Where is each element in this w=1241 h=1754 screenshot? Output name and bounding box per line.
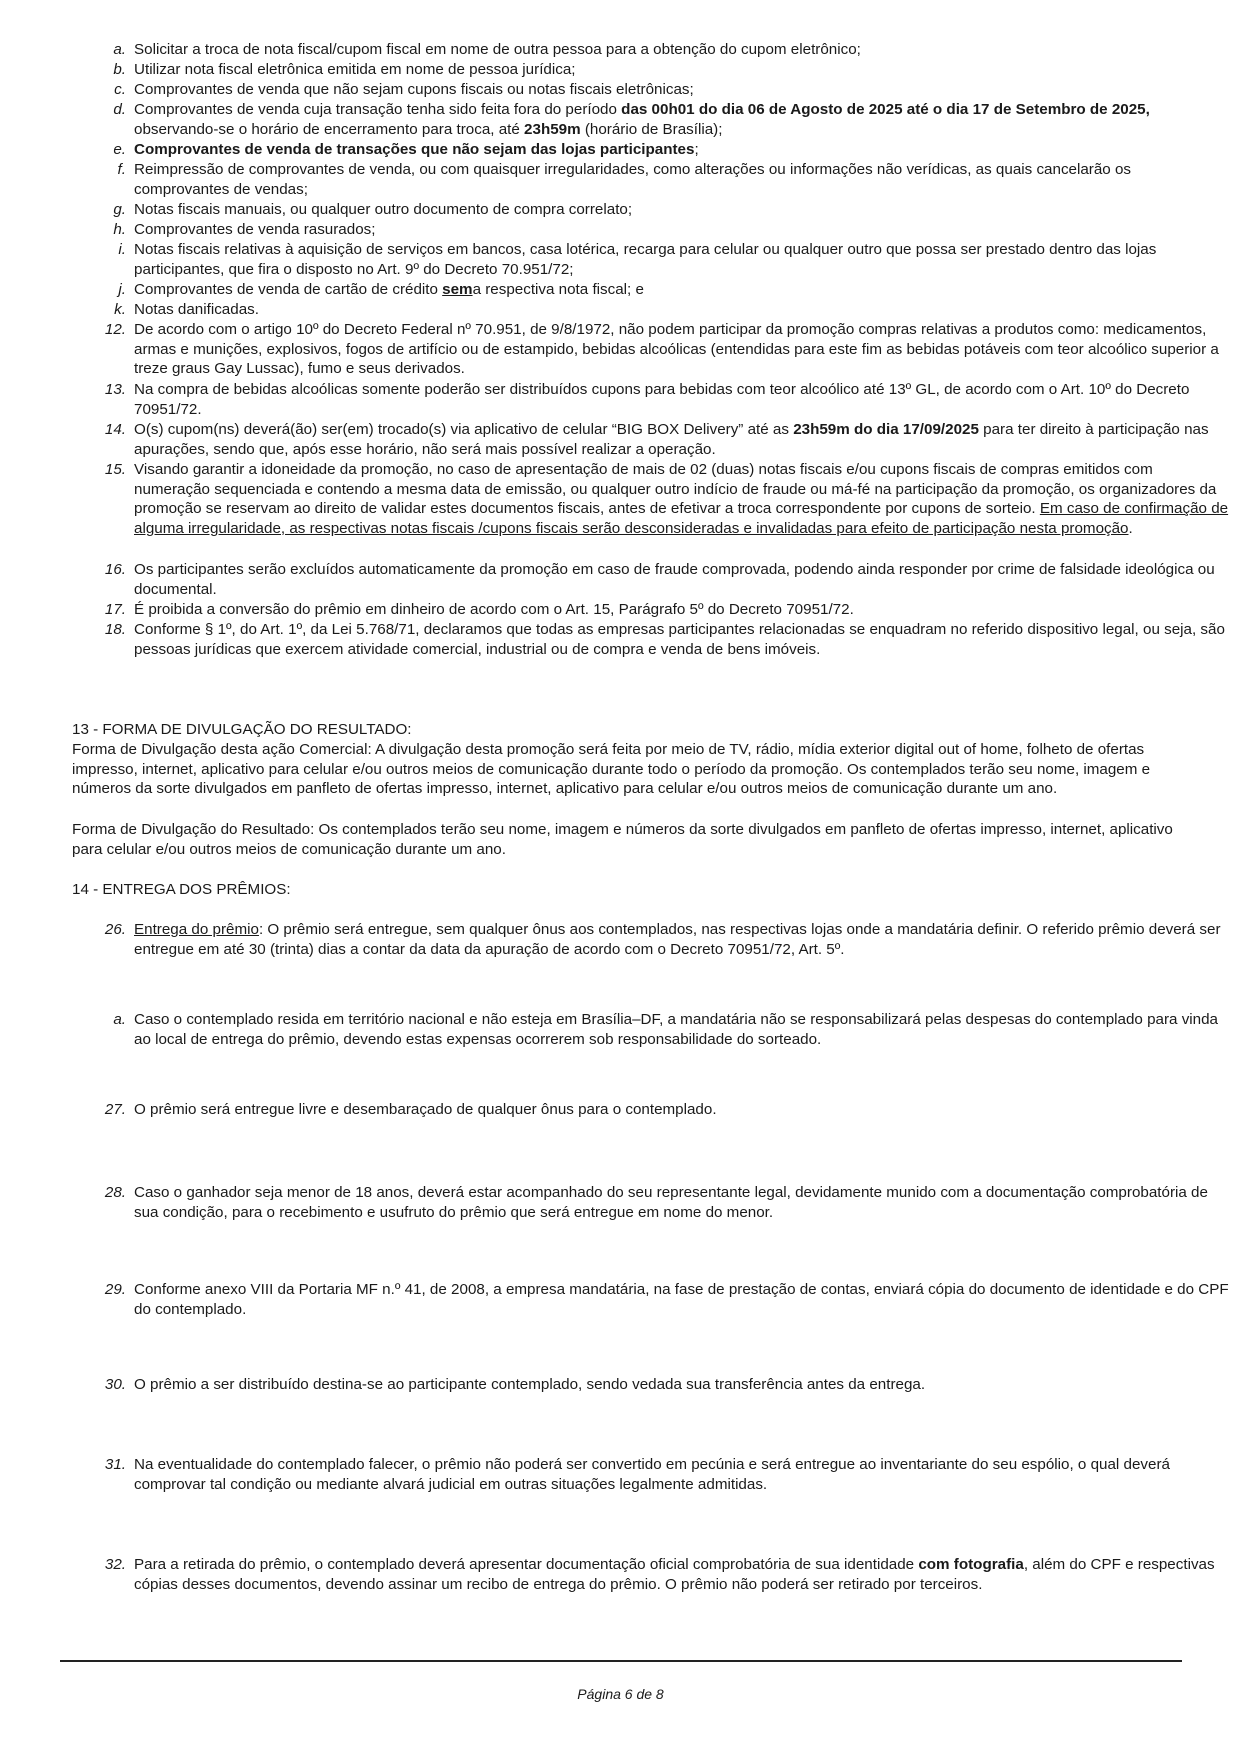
text-run: ; (694, 141, 699, 158)
item-text (134, 460, 1229, 538)
item-marker: g. (113, 201, 126, 218)
item-marker: a. (113, 41, 126, 58)
bold-time: 23h59m (524, 120, 581, 138)
item-text (134, 1555, 1229, 1594)
item-text: Os participantes serão excluídos automaticamente da promoção em caso de fraude comprovada, podendo ainda responder por crime de falsidade ideológica ou documental. (134, 561, 1215, 598)
page-number: Página 6 de 8 (577, 1686, 664, 1702)
item-text: Na compra de bebidas alcoólicas somente poderão ser distribuídos cupons para bebidas com teor alcoólico até 13º GL, de acordo com o Art. 10º do Decreto 70951/72. (134, 381, 1190, 418)
section-14-heading: 14 - ENTREGA DOS PRÊMIOS: (72, 881, 291, 898)
item-text (134, 100, 1229, 139)
section-13-heading: 13 - FORMA DE DIVULGAÇÃO DO RESULTADO: (72, 721, 412, 738)
item-marker: 29. (104, 1281, 126, 1298)
item-text: Conforme § 1º, do Art. 1º, da Lei 5.768/71, declaramos que todas as empresas participantes relacionadas se enquadram no referido dispositivo legal, ou seja, são pessoas jurídicas que exercem atividade comercial, industrial ou de compra e venda de bens imóveis. (134, 621, 1225, 658)
item-marker: b. (113, 61, 126, 78)
item-marker: 13. (104, 381, 126, 398)
item-marker: 15. (104, 461, 126, 478)
item-text: Comprovantes de venda rasurados; (134, 221, 376, 238)
item-text: Utilizar nota fiscal eletrônica emitida em nome de pessoa jurídica; (134, 61, 576, 78)
bold-period: das 00h01 do dia 06 de Agosto de 2025 até o dia 17 de Setembro de 2025, (621, 101, 1150, 118)
item-text (134, 920, 1229, 959)
text-run: , além do CPF e respectivas cópias desses documentos, devendo assinar um recibo de entrega do prêmio. O prêmio não poderá ser retirado por terceiros. (134, 1556, 1215, 1593)
item-marker: j. (118, 281, 126, 298)
bold-text: com fotografia (918, 1556, 1024, 1573)
section-13-paragraph-2: Forma de Divulgação do Resultado: Os contemplados terão seu nome, imagem e números da sorte divulgados em panfleto de ofertas impresso, internet, aplicativo para celular e/ou outros meios de comunicação durante um ano. (72, 821, 1173, 858)
item-text: Solicitar a troca de nota fiscal/cupom fiscal em nome de outra pessoa para a obtenção do cupom eletrônico; (134, 41, 861, 58)
text-run: observando-se o horário de encerramento para troca, até (134, 120, 525, 138)
item-text: O prêmio será entregue livre e desembaraçado de qualquer ônus para o contemplado. (134, 1101, 717, 1118)
text-run: Visando garantir a idoneidade da promoção, no caso de apresentação de mais de 02 (duas) notas fiscais e/ou cupons fiscais de compras emitidos com numeração sequenciada e contendo a mesma data de emissão, ou qualquer outro indício de fraude ou má-fé na participação da promoção, os organizadores da promoção se reservam ao direito de validar estes documentos fiscais, antes de efetivar a troca correspondente por cupons de sorteio. (134, 461, 1217, 518)
underlined-text: Em caso de confirmação de alguma irregularidade, as respectivas notas fiscais /cupons fiscais serão desconsideradas e invalidadas para efeito de participação nesta promoção (134, 500, 1229, 537)
text-run: Comprovantes de venda cuja transação tenha sido feita fora do período (134, 101, 622, 118)
item-marker: d. (113, 101, 126, 118)
item-marker: 17. (104, 601, 126, 618)
text-run: Para a retirada do prêmio, o contemplado deverá apresentar documentação oficial comprobatória de sua identidade (134, 1556, 919, 1573)
item-text: De acordo com o artigo 10º do Decreto Federal nº 70.951, de 9/8/1972, não podem participar da promoção compras relativas a produtos como: medicamentos, armas e munições, explosivos, fogos de artifício ou de estampido, bebidas alcoólicas (entendidas para este fim as bebidas potáveis com teor alcoólico superior a treze graus Gay Lussac), fumo e seus derivados. (134, 321, 1219, 378)
item-marker: f. (117, 161, 126, 178)
item-marker: 14. (104, 421, 126, 438)
item-marker: 26. (104, 921, 126, 938)
item-marker: 32. (104, 1556, 126, 1573)
underlined-title: Entrega do prêmio (134, 921, 259, 938)
item-marker: k. (114, 301, 126, 318)
item-text: O prêmio a ser distribuído destina-se ao participante contemplado, sendo vedada sua transferência antes da entrega. (134, 1376, 926, 1393)
item-text: Notas danificadas. (134, 301, 259, 318)
item-text: Caso o ganhador seja menor de 18 anos, deverá estar acompanhado do seu representante legal, devidamente munido com a documentação comprobatória de sua condição, para o recebimento e usufruto do prêmio que será entregue em nome do menor. (134, 1184, 1208, 1221)
text-run: Comprovantes de venda de cartão de crédito (134, 281, 443, 298)
item-text: Notas fiscais manuais, ou qualquer outro documento de compra correlato; (134, 201, 633, 218)
item-marker: 28. (104, 1184, 126, 1201)
text-run: para ter direito à participação nas apurações, sendo que, após esse horário, não será mais possível realizar a operação. (134, 421, 1209, 458)
item-marker: e. (113, 141, 126, 158)
item-marker: 27. (104, 1101, 126, 1118)
item-marker: 18. (104, 621, 126, 638)
item-text: Notas fiscais relativas à aquisição de serviços em bancos, casa lotérica, recarga para celular ou qualquer outro que possa ser prestado dentro das lojas participantes, que fira o disposto no Art. 9º do Decreto 70.951/72; (134, 241, 1157, 278)
item-marker: i. (118, 241, 126, 258)
item-text: Caso o contemplado resida em território nacional e não esteja em Brasília–DF, a mandatária não se responsabilizará pelas despesas do contemplado para vinda ao local de entrega do prêmio, devendo estas expensas ocorrerem sob responsabilidade do sorteado. (134, 1011, 1218, 1048)
item-text (134, 420, 1229, 459)
item-text: Conforme anexo VIII da Portaria MF n.º 41, de 2008, a empresa mandatária, na fase de prestação de contas, enviará cópia do documento de identidade e do CPF do contemplado. (134, 1281, 1229, 1318)
item-text: É proibida a conversão do prêmio em dinheiro de acordo com o Art. 15, Parágrafo 5º do Decreto 70951/72. (134, 601, 854, 618)
item-marker: 31. (104, 1456, 126, 1473)
text-run: O(s) cupom(ns) deverá(ão) ser(em) trocado(s) via aplicativo de celular “BIG BOX Delivery” até as (134, 421, 794, 438)
item-text: Comprovantes de venda que não sejam cupons fiscais ou notas fiscais eletrônicas; (134, 81, 694, 98)
bold-text: Comprovantes de venda de transações que não sejam das lojas participantes (134, 141, 695, 158)
item-marker: 30. (104, 1376, 126, 1393)
text-run: . (1128, 519, 1133, 537)
item-text: Na eventualidade do contemplado falecer, o prêmio não poderá ser convertido em pecúnia e será entregue ao inventariante do seu espólio, o qual deverá comprovar tal condição ou mediante alvará judicial em outras situações legalmente admitidas. (134, 1456, 1170, 1493)
bold-deadline: 23h59m do dia 17/09/2025 (793, 421, 979, 438)
text-run: (horário de Brasília); (580, 120, 723, 138)
footer-divider (60, 1660, 1182, 1662)
text-run: : O prêmio será entregue, sem qualquer ônus aos contemplados, nas respectivas lojas onde a mandatária definir. O referido prêmio deverá ser entregue em até 30 (trinta) dias a contar da data da apuração de acordo com o Decreto 70951/72, Art. 5º. (134, 921, 1221, 958)
text-run: a respectiva nota fiscal; e (472, 281, 644, 298)
item-marker: 16. (104, 561, 126, 578)
item-marker: 12. (104, 321, 126, 338)
item-marker: h. (113, 221, 126, 238)
item-text (134, 280, 1229, 300)
item-text (134, 140, 1229, 160)
section-13-paragraph-1: Forma de Divulgação desta ação Comercial: A divulgação desta promoção será feita por meio de TV, rádio, mídia exterior digital out of home, folheto de ofertas impresso, internet, aplicativo para celular e/ou outros meios de comunicação durante todo o período da promoção. Os contemplados terão seu nome, imagem e números da sorte divulgados em panfleto de ofertas impresso, internet, aplicativo para celular e/ou outros meios de comunicação durante um ano. (72, 741, 1151, 798)
item-text: Reimpressão de comprovantes de venda, ou com quaisquer irregularidades, como alterações ou informações não verídicas, as quais cancelarão os comprovantes de vendas; (134, 161, 1132, 198)
item-marker: a. (113, 1011, 126, 1028)
item-marker: c. (114, 81, 126, 98)
bold-underlined-word: sem (442, 281, 473, 298)
